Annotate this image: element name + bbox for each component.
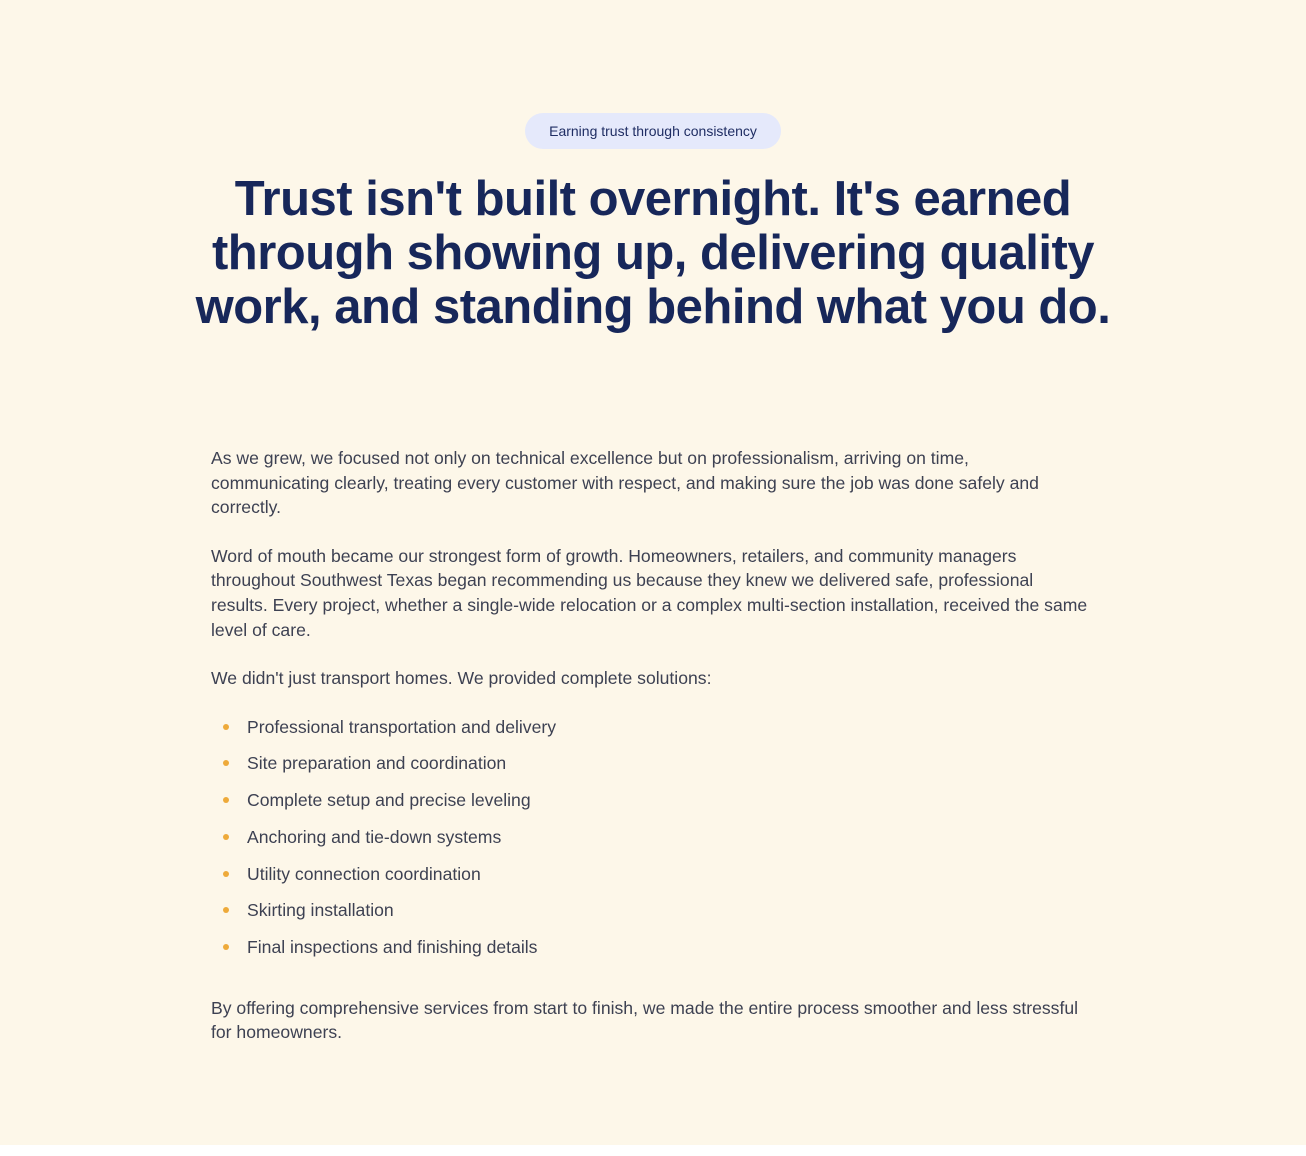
section-body [211, 446, 1091, 1069]
services-list [211, 715, 1091, 972]
list-item [211, 788, 1091, 825]
bullet-dot-icon [223, 797, 229, 803]
list-item [211, 825, 1091, 862]
body-paragraph: We didn't just transport homes. We provided complete solutions: [211, 668, 712, 689]
list-item-label: Complete setup and precise leveling [247, 790, 531, 811]
bullet-dot-icon [223, 871, 229, 877]
list-item [211, 751, 1091, 788]
eyebrow-badge: Earning trust through consistency [525, 113, 781, 149]
bullet-dot-icon [223, 724, 229, 730]
body-paragraph: Word of mouth became our strongest form of growth. Homeowners, retailers, and community managers throughout Southwest Texas began recommending us because they knew we delivered safe, professional results. Every project, whether a single-wide relocation or a complex multi-section installation, received the same level of care. [211, 545, 1088, 640]
list-item-label: Utility connection coordination [247, 863, 481, 884]
list-item-label: Site preparation and coordination [247, 753, 507, 774]
bullet-dot-icon [223, 907, 229, 913]
list-item [211, 935, 1091, 972]
list-item [211, 715, 1091, 752]
list-item-label: Final inspections and finishing details [247, 936, 538, 957]
list-item-label: Anchoring and tie-down systems [247, 826, 502, 847]
body-paragraph: As we grew, we focused not only on technical excellence but on professionalism, arriving on time, communicating clearly, treating every customer with respect, and making sure the job was done safely and correctly. [211, 448, 1039, 518]
bullet-dot-icon [223, 834, 229, 840]
section-header [0, 113, 1306, 334]
list-item-label: Skirting installation [247, 900, 394, 921]
list-item [211, 898, 1091, 935]
bullet-dot-icon [223, 944, 229, 950]
list-item-label: Professional transportation and delivery [247, 716, 557, 737]
bullet-dot-icon [223, 760, 229, 766]
list-item [211, 862, 1091, 899]
section-headline: Trust isn't built overnight. It's earned through showing up, delivering quality work, and standing behind what you do. [195, 172, 1111, 334]
closing-paragraph: By offering comprehensive services from start to finish, we made the entire process smoother and less stressful for homeowners. [211, 997, 1079, 1043]
